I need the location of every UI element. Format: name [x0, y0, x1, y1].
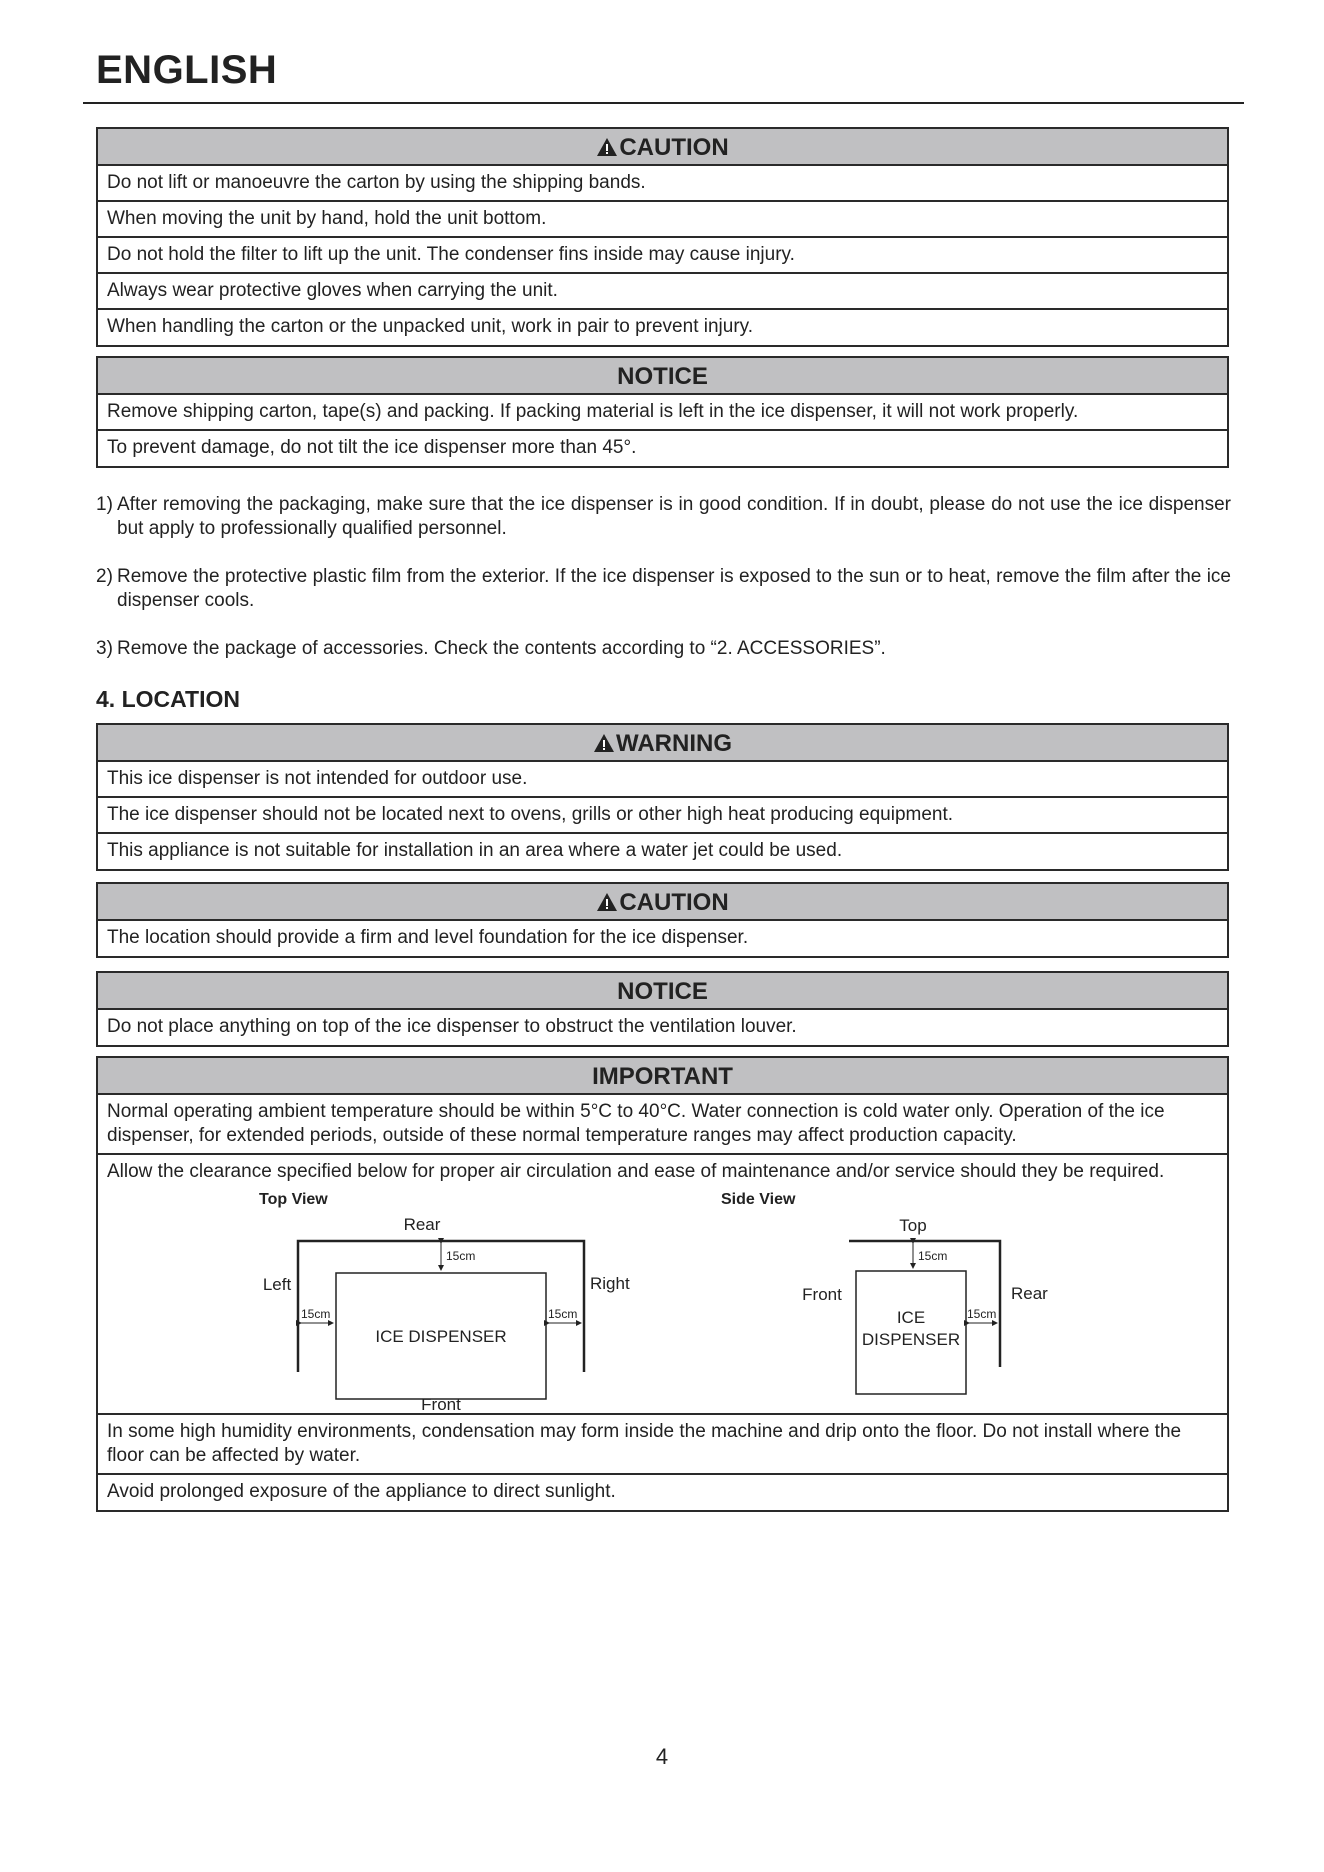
page-number: 4	[655, 1744, 669, 1769]
top-view-right-label: Right	[590, 1274, 630, 1293]
top-view-rear-label: Rear	[403, 1215, 441, 1234]
top-view-diagram	[259, 1191, 630, 1413]
notice-location-box	[96, 971, 1229, 1047]
warning-triangle-icon	[593, 733, 615, 753]
side-view-title: Side View	[721, 1191, 796, 1208]
warning-triangle-icon	[596, 892, 618, 912]
top-view-unit-label: ICE DISPENSER	[375, 1327, 507, 1346]
important-item: In some high humidity environments, condensation may form inside the machine and drip onto the floor. Do not install where the floor can be affected by water.	[98, 1415, 1227, 1475]
step-text: After removing the packaging, make sure that the ice dispenser is in good condition. If in doubt, please do not use the ice dispenser but apply to professionally qualified personnel.	[117, 494, 1231, 539]
caution-handling-item: Always wear protective gloves when carrying the unit.	[98, 274, 1227, 310]
important-box	[96, 1056, 1229, 1512]
notice-unpacking-title: NOTICE	[98, 358, 1227, 395]
notice-location-item: Do not place anything on top of the ice dispenser to obstruct the ventilation louver.	[107, 1016, 797, 1037]
side-view-front-label: Front	[802, 1285, 842, 1304]
caution-location-header	[98, 884, 1227, 921]
caution-handling-title: CAUTION	[619, 134, 729, 161]
step-text: Remove the protective plastic film from the exterior. If the ice dispenser is exposed to the sun or to heat, remove the film after the ice dispenser cools.	[117, 566, 1231, 611]
important-title: IMPORTANT	[98, 1058, 1227, 1095]
caution-handling-box	[96, 127, 1229, 347]
clearance-instruction: Allow the clearance specified below for proper air circulation and ease of maintenance and/or service should they be required.	[107, 1161, 1165, 1182]
clearance-diagram-row	[98, 1155, 1227, 1415]
warning-location-item: This appliance is not suitable for installation in an area where a water jet could be used.	[107, 840, 843, 861]
side-view-top-label: Top	[899, 1216, 927, 1235]
important-item: Normal operating ambient temperature should be within 5°C to 40°C. Water connection is cold water only. Operation of the ice dispenser, for extended periods, outside of these normal temperature ranges may affect production capacity.	[98, 1095, 1227, 1155]
caution-location-box	[96, 882, 1229, 958]
step-text: Remove the package of accessories. Check the contents according to “2. ACCESSORIES”.	[117, 638, 886, 659]
header-divider	[83, 102, 1244, 104]
warning-location-item: The ice dispenser should not be located next to ovens, grills or other high heat producing equipment.	[98, 798, 1227, 834]
side-view-unit-label-line1: ICE	[896, 1308, 926, 1327]
top-view-left-clearance: 15cm	[301, 1307, 331, 1321]
side-view-unit-label-line2: DISPENSER	[861, 1330, 961, 1349]
unpack-step	[96, 565, 1231, 613]
clearance-diagram	[98, 1155, 1227, 1413]
top-view-title: Top View	[259, 1191, 328, 1208]
warning-location-box	[96, 723, 1229, 871]
caution-location-item: The location should provide a firm and level foundation for the ice dispenser.	[107, 927, 749, 948]
top-view-right-clearance: 15cm	[548, 1307, 578, 1321]
top-view-front-label: Front	[421, 1395, 461, 1413]
warning-location-title: WARNING	[616, 730, 732, 757]
side-view-diagram	[721, 1191, 1048, 1394]
important-item: Avoid prolonged exposure of the appliance to direct sunlight.	[107, 1481, 616, 1502]
caution-location-title: CAUTION	[619, 889, 729, 916]
caution-handling-header	[98, 129, 1227, 166]
top-view-left-label: Left	[262, 1275, 292, 1294]
step-number: 3)	[96, 638, 113, 659]
top-view-rear-clearance: 15cm	[446, 1249, 476, 1263]
warning-location-header	[98, 725, 1227, 762]
notice-unpacking-box	[96, 356, 1229, 468]
section-title-location: 4. LOCATION	[96, 686, 240, 712]
unpack-step	[96, 493, 1231, 541]
side-view-rear-label: Rear	[1011, 1284, 1048, 1303]
warning-location-item: This ice dispenser is not intended for outdoor use.	[98, 762, 1227, 798]
caution-handling-item: When moving the unit by hand, hold the unit bottom.	[98, 202, 1227, 238]
caution-handling-item: Do not lift or manoeuvre the carton by using the shipping bands.	[98, 166, 1227, 202]
caution-handling-item: Do not hold the filter to lift up the unit. The condenser fins inside may cause injury.	[98, 238, 1227, 274]
notice-location-title: NOTICE	[98, 973, 1227, 1010]
side-view-rear-clearance: 15cm	[967, 1307, 997, 1321]
side-view-top-clearance: 15cm	[918, 1249, 948, 1263]
step-number: 2)	[96, 566, 113, 587]
warning-triangle-icon	[596, 137, 618, 157]
step-number: 1)	[96, 494, 113, 515]
notice-unpacking-item: To prevent damage, do not tilt the ice dispenser more than 45°.	[107, 437, 637, 458]
page-language-header: ENGLISH	[96, 48, 278, 92]
unpack-step	[96, 637, 1231, 661]
caution-handling-item: When handling the carton or the unpacked unit, work in pair to prevent injury.	[107, 316, 754, 337]
notice-unpacking-item: Remove shipping carton, tape(s) and packing. If packing material is left in the ice dispenser, it will not work properly.	[98, 395, 1227, 431]
